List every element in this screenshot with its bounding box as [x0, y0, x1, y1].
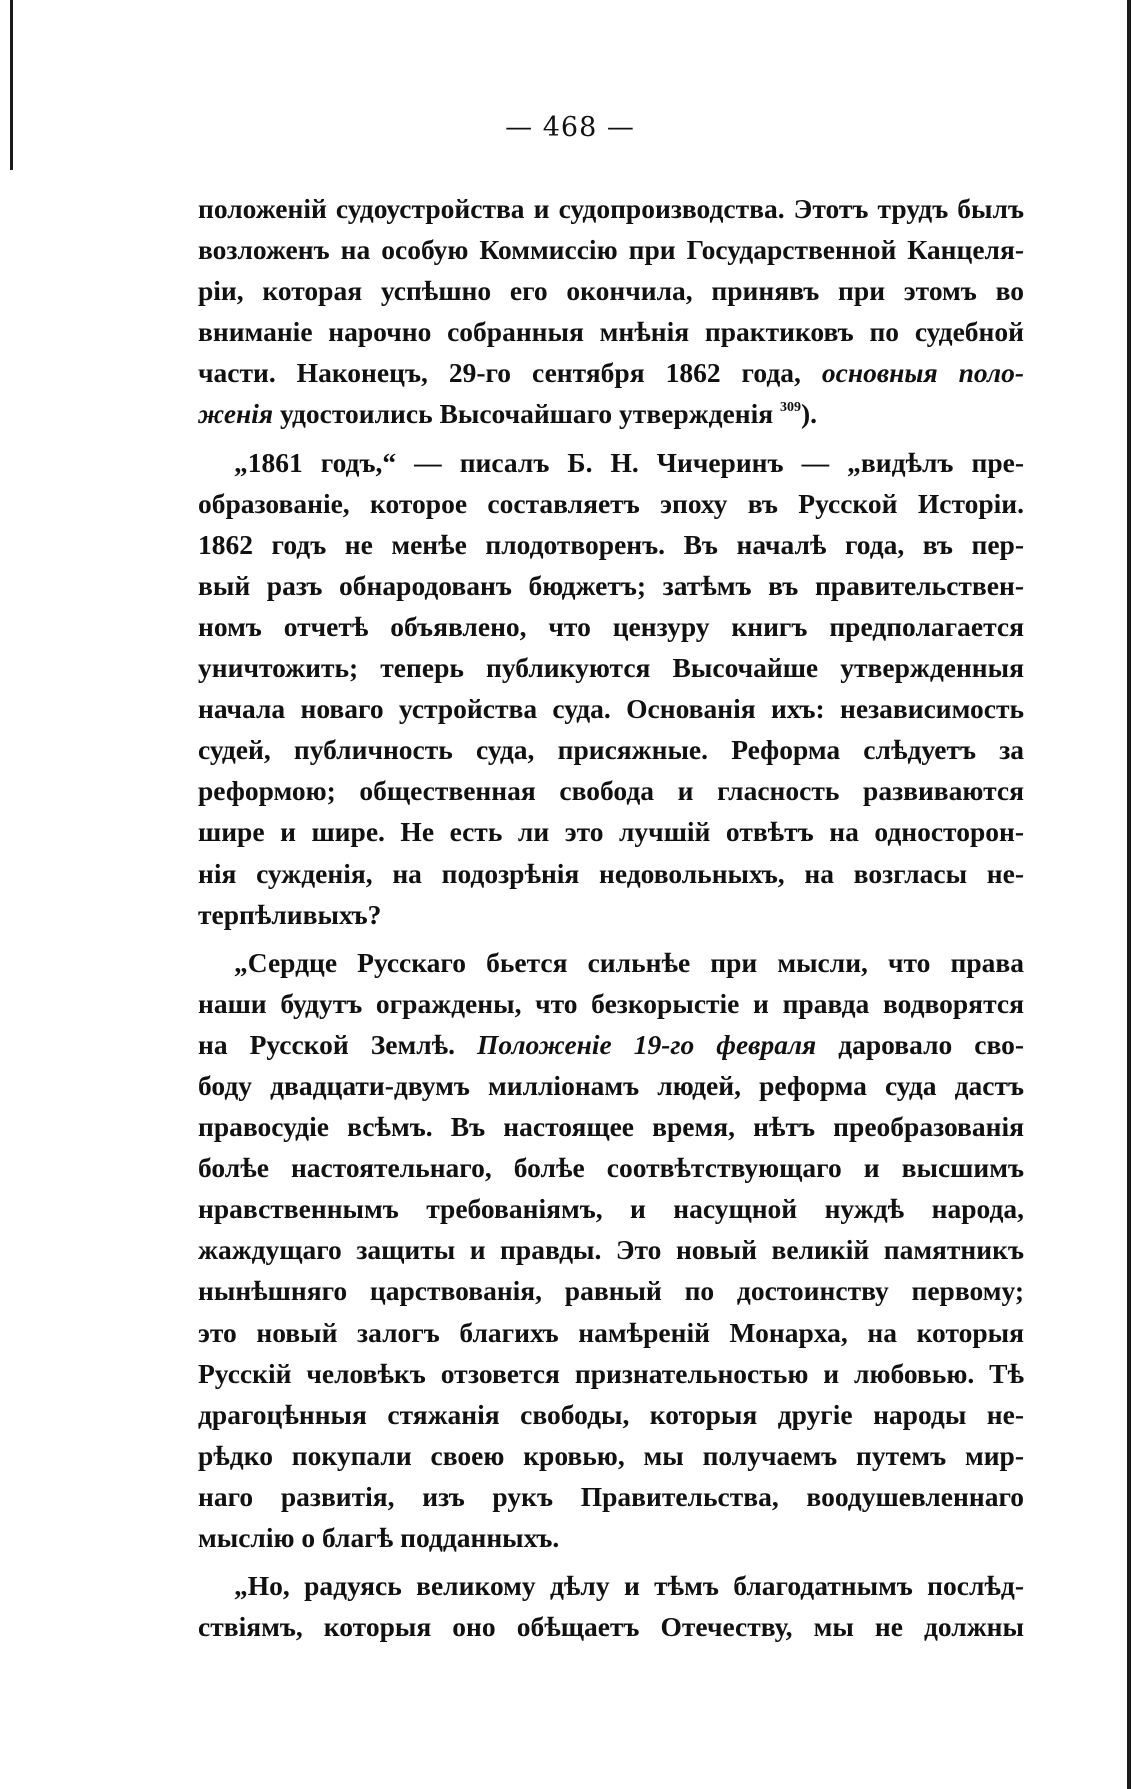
text-line: ріи, которая успѣшно его окончила, принявъ при этомъ во	[198, 275, 1024, 307]
text-segment: удостоились Высочайшаго утвержденія	[279, 398, 774, 430]
text-line: судей, публичность суда, присяжные. Реформа слѣдуетъ за	[198, 734, 1024, 766]
body-text	[198, 188, 1024, 1647]
text-line: 1862 годъ не менѣе плодотворенъ. Въ началѣ года, въ пер-	[198, 528, 1024, 560]
text-line: начала новаго устройства суда. Основанія ихъ: независимость	[198, 693, 1024, 725]
text-line: номъ отчетѣ объявлено, что цензуру книгъ предполагается	[198, 610, 1024, 642]
text-line: вниманіе нарочно собранныя мнѣнія практиковъ по судебной	[198, 316, 1024, 348]
footnote-ref: 309	[779, 400, 801, 416]
italic-phrase: женія	[198, 398, 274, 430]
paragraph-1	[198, 188, 1024, 435]
text-segment: даровало сво-	[838, 1028, 1025, 1060]
text-line: реформою; общественная свобода и гласность развиваются	[198, 775, 1024, 807]
text-line: уничтожить; теперь публикуются Высочайше утвержденныя	[198, 652, 1024, 684]
text-line: нія сужденія, на подозрѣнія недовольныхъ, на возгласы не-	[198, 857, 1024, 889]
text-line: наши будутъ ограждены, что безкорыстіе и правда водворятся	[198, 987, 1024, 1019]
italic-phrase: основныя поло-	[821, 357, 1025, 389]
text-line: вый разъ обнародованъ бюджетъ; затѣмъ въ правительствен-	[198, 569, 1024, 601]
italic-phrase: Положеніе 19-го февраля	[476, 1028, 817, 1060]
paragraph-2	[198, 442, 1024, 935]
text-line: шире и шире. Не есть ли это лучшій отвѣтъ на односторон-	[198, 816, 1024, 848]
text-line: „Но, радуясь великому дѣлу и тѣмъ благодатнымъ послѣд-	[234, 1570, 1024, 1602]
text-line	[198, 1024, 1024, 1065]
text-line: рѣдко покупали своею кровью, мы получаемъ путемъ мир-	[198, 1439, 1024, 1471]
text-line: жаждущаго защиты и правды. Это новый великій памятникъ	[198, 1234, 1024, 1266]
text-line: мыслію о благѣ подданныхъ.	[198, 1522, 560, 1553]
text-line: правосудіе всѣмъ. Въ настоящее время, нѣтъ преобразованія	[198, 1111, 1024, 1143]
text-line: „Сердце Русскаго бьется сильнѣе при мысли, что права	[234, 946, 1024, 978]
text-line: боду двадцати-двумъ милліонамъ людей, реформа суда дастъ	[198, 1069, 1024, 1101]
text-segment: ).	[800, 398, 818, 430]
text-line: терпѣливыхъ?	[198, 898, 382, 930]
text-line	[198, 352, 1024, 393]
text-segment: части. Наконецъ, 29-го сентября 1862 года,	[198, 357, 801, 389]
text-line: наго развитія, изъ рукъ Правительства, воодушевленнаго	[198, 1480, 1024, 1512]
scan-right-edge	[1127, 0, 1131, 1789]
text-line: ствіямъ, которыя оно обѣщаетъ Отечеству, мы не должны	[198, 1611, 1024, 1643]
text-segment: на Русской Землѣ.	[198, 1028, 455, 1060]
text-line: нынѣшняго царствованія, равный по достоинству первому;	[198, 1275, 1024, 1307]
text-line: „1861 годъ,“ — писалъ Б. Н. Чичеринъ — „видѣлъ пре-	[234, 446, 1024, 478]
paragraph-4	[198, 1565, 1024, 1647]
text-line: нравственнымъ требованіямъ, и насущной нуждѣ народа,	[198, 1193, 1024, 1225]
scan-left-edge	[10, 0, 13, 170]
text-line: Русскій человѣкъ отзовется признательностью и любовью. Тѣ	[198, 1357, 1024, 1389]
text-line: драгоцѣнныя стяжанія свободы, которыя другіе народы не-	[198, 1398, 1024, 1430]
text-line: возложенъ на особую Коммиссію при Государственной Канцеля-	[198, 234, 1024, 266]
text-line	[198, 393, 1024, 434]
text-line: это новый залогъ благихъ намѣреній Монарха, на которыя	[198, 1316, 1024, 1348]
page-number: — 468 —	[505, 112, 635, 143]
text-line: болѣе настоятельнаго, болѣе соотвѣтствующаго и высшимъ	[198, 1152, 1024, 1184]
paragraph-3	[198, 942, 1024, 1558]
text-line: положеній судоустройства и судопроизводства. Этотъ трудъ былъ	[198, 193, 1024, 224]
text-line: образованіе, которое составляетъ эпоху въ Русской Исторіи.	[198, 487, 1024, 519]
